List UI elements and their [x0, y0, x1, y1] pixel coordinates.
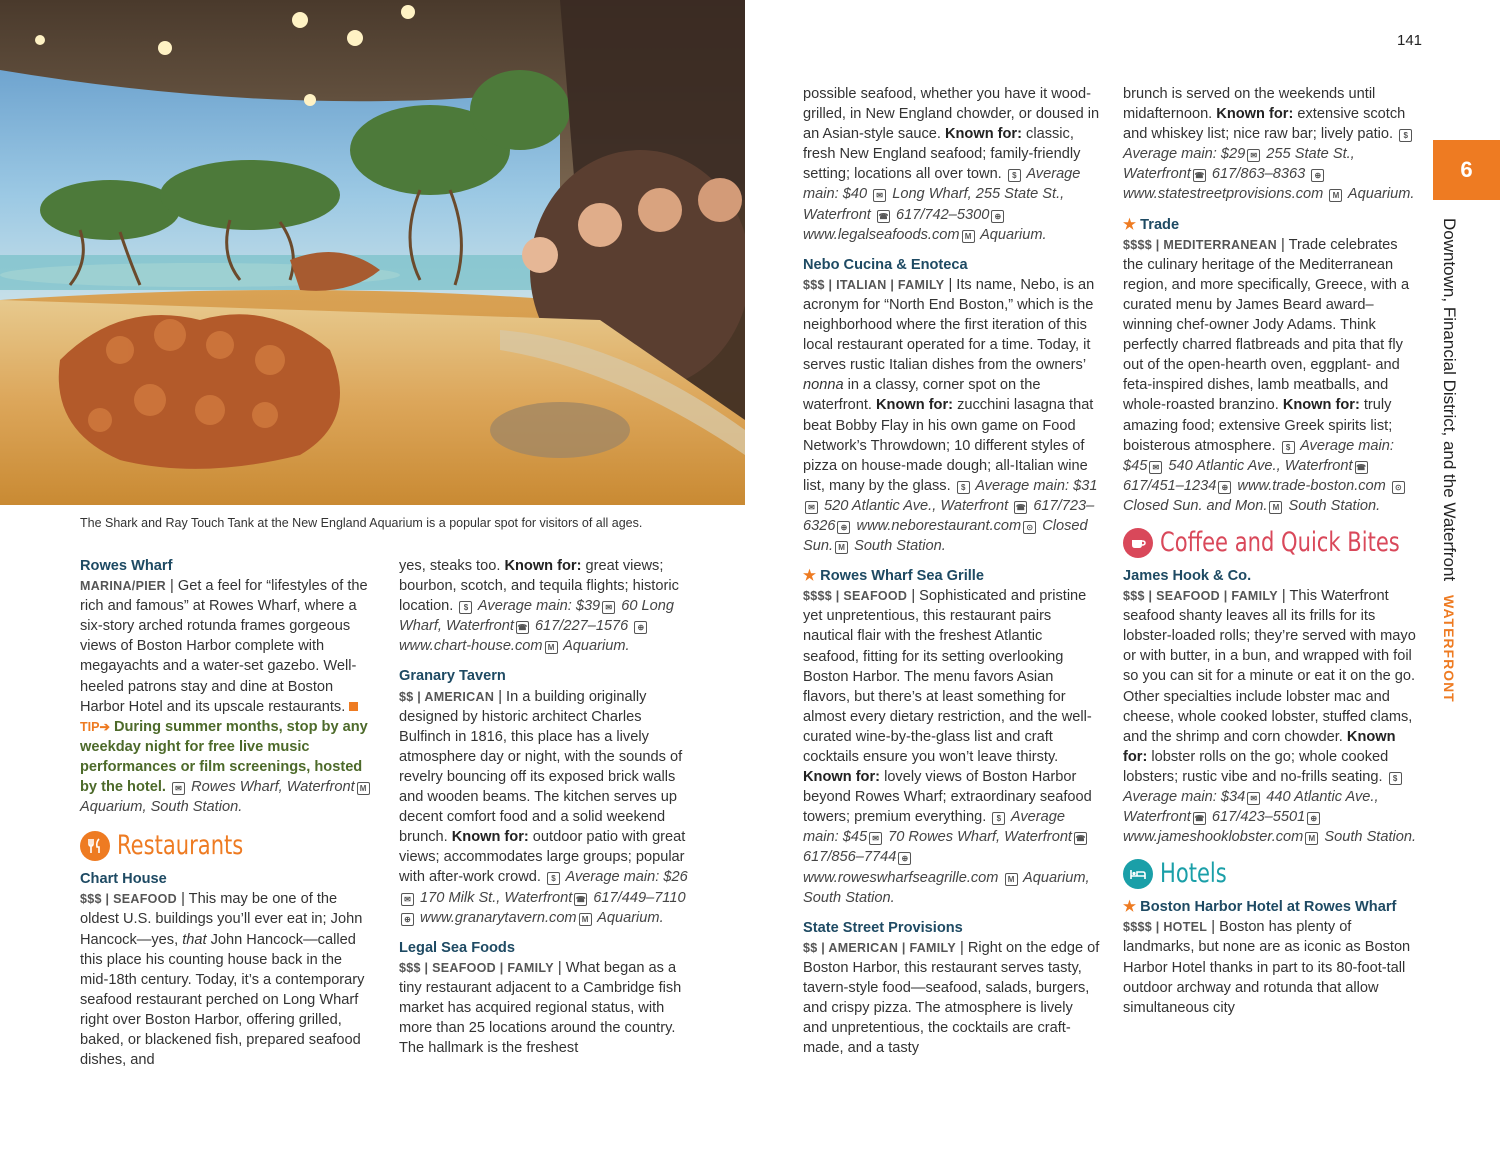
text-run: truly amazing food; extensive Greek spirits list; boisterous atmosphere. — [1123, 397, 1393, 454]
text-run: Aquarium, South Station. — [80, 799, 243, 816]
text-run: Closed Sun. and Mon. — [1123, 497, 1268, 514]
listing-meta: $$$$ | HOTEL — [1123, 920, 1208, 935]
listing-meta: $$$$ | SEAFOOD — [803, 589, 908, 604]
text-run: 617/449–7110 — [589, 889, 686, 906]
text-run: Rowes Wharf Sea Grille — [820, 568, 984, 585]
text-run: Long Wharf, 255 State St., Waterfront — [803, 186, 1065, 223]
address-icon: ✉ — [1247, 792, 1260, 805]
section-coffee — [1123, 528, 1421, 558]
web-icon: ⊕ — [401, 913, 414, 926]
metro-icon: M — [835, 541, 848, 554]
text-run: lobster rolls on the go; whole cooked lobsters; rustic vibe and no-frills seating. — [1123, 748, 1389, 785]
text-run: lovely views of Boston Harbor beyond Rowes Wharf; extraordinary seafood towers; premium everything. — [803, 769, 1092, 826]
text-run: 70 Rowes Wharf, Waterfront — [884, 829, 1072, 846]
known-for-label: Known for: — [876, 397, 954, 414]
website-link[interactable]: www.chart-house.com — [399, 638, 543, 655]
section-restaurants — [80, 831, 373, 861]
text-run: | Right on the edge of Boston Harbor, this restaurant serves tasty, tavern-style food—seafood, salads, burgers, and crispy pizza. The atmosphere is lively and unpretentious, the cocktails are craft-made, and a tasty — [803, 939, 1100, 1057]
chapter-title: Downtown, Financial District, and the Waterfront — [1440, 218, 1459, 582]
metro-icon: M — [962, 230, 975, 243]
metro-icon: M — [1269, 501, 1282, 514]
phone-icon: ☎ — [575, 894, 586, 904]
column-1 — [80, 556, 373, 1070]
star-icon: ★ — [803, 568, 817, 585]
website-link[interactable]: www.neborestaurant.com — [852, 517, 1022, 534]
listing-meta: $$$ | SEAFOOD | FAMILY — [399, 960, 554, 975]
text-run: Aquarium, South Station. — [803, 869, 1090, 906]
web-icon: ⊕ — [898, 852, 911, 865]
text-run: Average main: $40 — [803, 166, 1081, 203]
text-run: John Hancock—called this place his counting house back in the mid-18th century. Today, it’s a contemporary seafood restaurant perched on Long Wharf right over Boston Harbor, offering grilled, baked, or blackened fish, prepared seafood dishes, and — [80, 931, 365, 1069]
text-run: 617/423–5501 — [1207, 809, 1306, 826]
text-run: During summer months, stop by any weekday night for free live music performances or film screenings, hosted by the hotel. — [80, 718, 368, 796]
phone-icon: ☎ — [517, 623, 528, 633]
phone-icon: ☎ — [1015, 502, 1026, 512]
section-title: Coffee and Quick Bites — [1160, 526, 1400, 558]
section-title: Restaurants — [117, 830, 244, 862]
website-link[interactable]: www.legalseafoods.com — [803, 226, 960, 243]
listing-body — [399, 687, 693, 928]
listing-body — [1123, 586, 1421, 847]
known-for-label: Known for: — [944, 126, 1022, 143]
listing-name: Nebo Cucina & Enoteca — [803, 256, 968, 273]
text-run: | Its name, Nebo, is an acronym for “North End Boston,” which is the neighborhood where the first iteration of this local restaurant operated for a time. Today, it serves rustic Italian dishes from the owners’ — [803, 276, 1095, 374]
text-run: | What began as a tiny restaurant adjacent to a Cambridge fish market has acquired regional status, with more than 25 locations around the country. The hallmark is the freshest — [399, 959, 682, 1057]
phone-icon: ☎ — [1356, 462, 1367, 472]
star-icon: ★ — [1123, 899, 1137, 916]
metro-icon: M — [357, 782, 370, 795]
web-icon: ⊕ — [1311, 169, 1324, 182]
text-run: Aquarium. — [976, 226, 1047, 243]
known-for-label: Known for: — [504, 558, 582, 574]
text-run: | Get a feel for “lifestyles of the rich and famous” at Rowes Wharf, where a six-story arched rotunda frames gorgeous views of Boston Harbor complete with megayachts and a water-set gazebo. Well-heeled patrons stay and dine at Boston Harbor Hotel and its upscale restaurants. — [80, 578, 368, 715]
text-run: Aquarium. — [559, 638, 630, 655]
listing-name: State Street Provisions — [803, 919, 963, 936]
known-for-label: Known for: — [1216, 106, 1294, 123]
text-run: | Sophisticated and pristine yet unpretentious, this restaurant pairs nautical flair with the freshest Atlantic seafood, fitting for its setting overlooking Boston Harbor. The menu favors Asian flavors, but there’s at least something for almost every dietary restriction, and the well-curated wine-by-the-glass list and craft cocktails ensure you won’t leave thirsty. — [803, 588, 1092, 765]
web-icon: ⊕ — [634, 621, 647, 634]
text-run: South Station. — [850, 538, 946, 555]
text-run: that — [182, 931, 207, 948]
text-run: Trade — [1140, 216, 1180, 233]
chapter-tab: 6 — [1433, 140, 1500, 200]
text-run: 617/723–6326 — [803, 497, 1095, 534]
address-icon: ✉ — [1247, 149, 1260, 162]
address-icon: ✉ — [172, 782, 185, 795]
listing-body — [803, 84, 1101, 245]
text-run: Average main: $29 — [1123, 146, 1246, 163]
listing-name: James Hook & Co. — [1123, 567, 1252, 584]
text-run: possible seafood, whether you have it wood-grilled, in New England chowder, or doused in an Asian-style sauce. — [803, 86, 1100, 143]
column-3 — [803, 84, 1101, 1058]
text-run: classic, fresh New England seafood; family-friendly setting; locations all over town. — [803, 126, 1081, 183]
text-run: Average main: $45 — [803, 809, 1065, 846]
listing-meta: MARINA/PIER — [80, 579, 166, 594]
text-run: | This Waterfront seafood shanty leaves all its frills for its lobster-loaded rolls; they’re served with mayo or with butter, in a bun, and wrapped with foil so you can sit for a minute or eat it on the go. Other specialties include lobster mac and cheese, whole cooked lobster, stuffed clams, and the shrimp and corn chowder. — [1123, 588, 1416, 745]
known-for-label: Known for: — [1282, 397, 1360, 414]
known-for-label: Known for: — [1123, 728, 1396, 765]
listing-name: Chart House — [80, 871, 167, 888]
column-2 — [399, 556, 693, 1058]
price-icon: $ — [957, 481, 970, 494]
price-icon: $ — [1399, 129, 1412, 142]
phone-icon: ☎ — [1194, 171, 1205, 181]
metro-icon: M — [1305, 832, 1318, 845]
listing-body — [1123, 917, 1421, 1017]
listing-meta: $$ | AMERICAN | FAMILY — [803, 940, 956, 955]
website-link[interactable]: www.jameshooklobster.com — [1123, 829, 1304, 846]
text-run: | In a building originally designed by historic architect Charles Bulfinch in 1816, this place has a lively atmosphere day or night, with the sounds of revelry bouncing off its exposed brick walls and wooden beams. The kitchen serves up decent comfort food and a solid weekend brunch. — [399, 688, 683, 846]
text-run: South Station. — [1320, 829, 1417, 846]
text-run: Average main: $34 — [1123, 789, 1246, 805]
metro-icon: M — [1005, 873, 1018, 886]
page-number: 141 — [1397, 32, 1423, 49]
listing-name — [1123, 215, 1421, 235]
text-run: South Station. — [1284, 497, 1381, 514]
section-title: Hotels — [1160, 858, 1227, 890]
running-header — [1439, 218, 1459, 703]
text-run: Average main: $45 — [1123, 437, 1394, 474]
listing-body — [803, 275, 1101, 556]
text-run: nonna — [803, 377, 844, 394]
price-icon: $ — [1389, 772, 1402, 785]
listing-body — [1123, 84, 1421, 205]
metro-icon: M — [579, 913, 592, 926]
text-run: 617/863–8363 — [1207, 166, 1306, 183]
listing-name — [803, 566, 1101, 586]
text-run: zucchini lasagna that beat Bobby Flay in his own game on Food Network’s Throwdown; 10 different styles of pizza on house-made dough; all-Italian wine list, many by the glass. — [803, 397, 1094, 494]
text-run: | Trade celebrates the culinary heritage of the Mediterranean region, and more specifically, Greece, with a curated menu by James Beard award–winning chef-owner Jody Adams. Think perfectly charred flatbreads and pita that fly out of the open-hearth oven, eggplant- and feta-inspired dishes, lamb meatballs, and whole-roasted branzino. — [1123, 236, 1410, 414]
listing-body — [1123, 235, 1421, 516]
text-run: extensive scotch and whiskey list; nice raw bar; lively patio. — [1123, 106, 1406, 143]
phone-icon: ☎ — [1194, 814, 1205, 824]
web-icon: ⊕ — [991, 210, 1004, 223]
text-run: Boston Harbor Hotel at Rowes Wharf — [1140, 899, 1397, 916]
address-icon: ✉ — [602, 601, 615, 614]
listing-body — [80, 576, 373, 817]
price-icon: $ — [992, 812, 1005, 825]
closed-icon: ⊙ — [1023, 521, 1036, 534]
listing-body — [399, 958, 693, 1058]
text-run: Aquarium. — [593, 909, 664, 926]
column-4 — [1123, 84, 1421, 1018]
text-run: | This may be one of the oldest U.S. buildings you’ll ever eat in; John Hancock—yes, — [80, 891, 363, 948]
closed-icon: ⊙ — [1392, 481, 1405, 494]
price-icon: $ — [1008, 169, 1021, 182]
website-link[interactable]: www.granarytavern.com — [416, 909, 577, 926]
text-run: Average main: $39 — [474, 598, 601, 615]
text-run: TIP➔ — [80, 719, 110, 734]
text-run: 617/227–1576 — [530, 618, 629, 635]
text-run: Closed Sun. — [803, 517, 1088, 555]
section-label: WATERFRONT — [1441, 595, 1457, 703]
listing-meta: $$$ | SEAFOOD — [80, 892, 178, 907]
text-run: Rowes Wharf, Waterfront — [187, 779, 355, 796]
listing-meta: $$ | AMERICAN — [399, 689, 495, 704]
listing-body — [80, 889, 373, 1070]
text-run: brunch is served on the weekends until midafternoon. — [1123, 86, 1376, 123]
text-run: 60 Long Wharf, Waterfront — [399, 598, 674, 635]
text-run: 617/856–7744 — [803, 849, 897, 866]
listing-name — [1123, 897, 1421, 917]
text-run: outdoor patio with great views; accommodates large groups; popular with after-work crowd. — [399, 829, 686, 886]
text-run: 170 Milk St., Waterfront — [416, 889, 573, 906]
text-run: | Boston has plenty of landmarks, but none are as iconic as Boston Harbor Hotel thanks in part to its 80-foot-tall outdoor archway and rotunda that allow simultaneous city — [1123, 919, 1411, 1016]
price-icon: $ — [1282, 441, 1295, 454]
listing-body — [803, 938, 1101, 1059]
listing-meta: $$$ | ITALIAN | FAMILY — [803, 277, 945, 292]
listing-name: Granary Tavern — [399, 668, 506, 685]
text-run: 440 Atlantic Ave., Waterfront — [1123, 789, 1379, 826]
metro-icon: M — [1329, 189, 1342, 202]
listing-body — [399, 556, 693, 656]
text-run: 255 State St., Waterfront — [1123, 146, 1355, 183]
web-icon: ⊕ — [837, 521, 850, 534]
coffee-cup-icon — [1123, 528, 1153, 558]
website-link[interactable]: www.statestreetprovisions.com — [1123, 186, 1324, 203]
text-run: great views; bourbon, scotch, and tequila flights; historic location. — [399, 558, 679, 615]
photo-caption: The Shark and Ray Touch Tank at the New England Aquarium is a popular spot for visitors of all ages. — [80, 516, 643, 530]
text-run: yes, steaks too. — [399, 558, 505, 574]
text-run: 617/742–5300 — [891, 206, 990, 223]
bed-icon — [1123, 859, 1153, 889]
section-hotels — [1123, 859, 1421, 889]
web-icon: ⊕ — [1218, 481, 1231, 494]
text-run: 520 Atlantic Ave., Waterfront — [820, 497, 1009, 514]
price-icon: $ — [459, 601, 472, 614]
text-run: in a classy, corner spot on the waterfront. — [803, 377, 1041, 414]
address-icon: ✉ — [805, 501, 818, 514]
text-run: Average main: $26 — [561, 869, 688, 886]
address-icon: ✉ — [873, 189, 886, 202]
known-for-label: Known for: — [451, 829, 529, 846]
known-for-label: Known for: — [803, 769, 881, 786]
price-icon: $ — [547, 872, 560, 885]
address-icon: ✉ — [1149, 461, 1162, 474]
listing-name: Legal Sea Foods — [399, 939, 515, 956]
website-link[interactable]: www.trade-boston.com — [1233, 477, 1386, 494]
listing-meta: $$$$ | MEDITERRANEAN — [1123, 237, 1277, 252]
listing-meta: $$$ | SEAFOOD | FAMILY — [1123, 589, 1278, 604]
text-run: 617/451–1234 — [1123, 477, 1217, 494]
phone-icon: ☎ — [878, 211, 889, 221]
tip-icon — [349, 702, 358, 711]
text-run: Average main: $31 — [971, 477, 1098, 494]
restaurant-icon — [80, 831, 110, 861]
aquarium-photo — [0, 0, 745, 505]
listing-name: Rowes Wharf — [80, 558, 173, 574]
metro-icon: M — [545, 641, 558, 654]
phone-icon: ☎ — [1075, 834, 1086, 844]
text-run: Aquarium. — [1344, 186, 1415, 203]
address-icon: ✉ — [401, 893, 414, 906]
star-icon: ★ — [1123, 216, 1137, 233]
listing-body — [803, 586, 1101, 908]
address-icon: ✉ — [869, 832, 882, 845]
website-link[interactable]: www.roweswharfseagrille.com — [803, 869, 999, 886]
text-run: 540 Atlantic Ave., Waterfront — [1164, 457, 1353, 474]
web-icon: ⊕ — [1307, 812, 1320, 825]
